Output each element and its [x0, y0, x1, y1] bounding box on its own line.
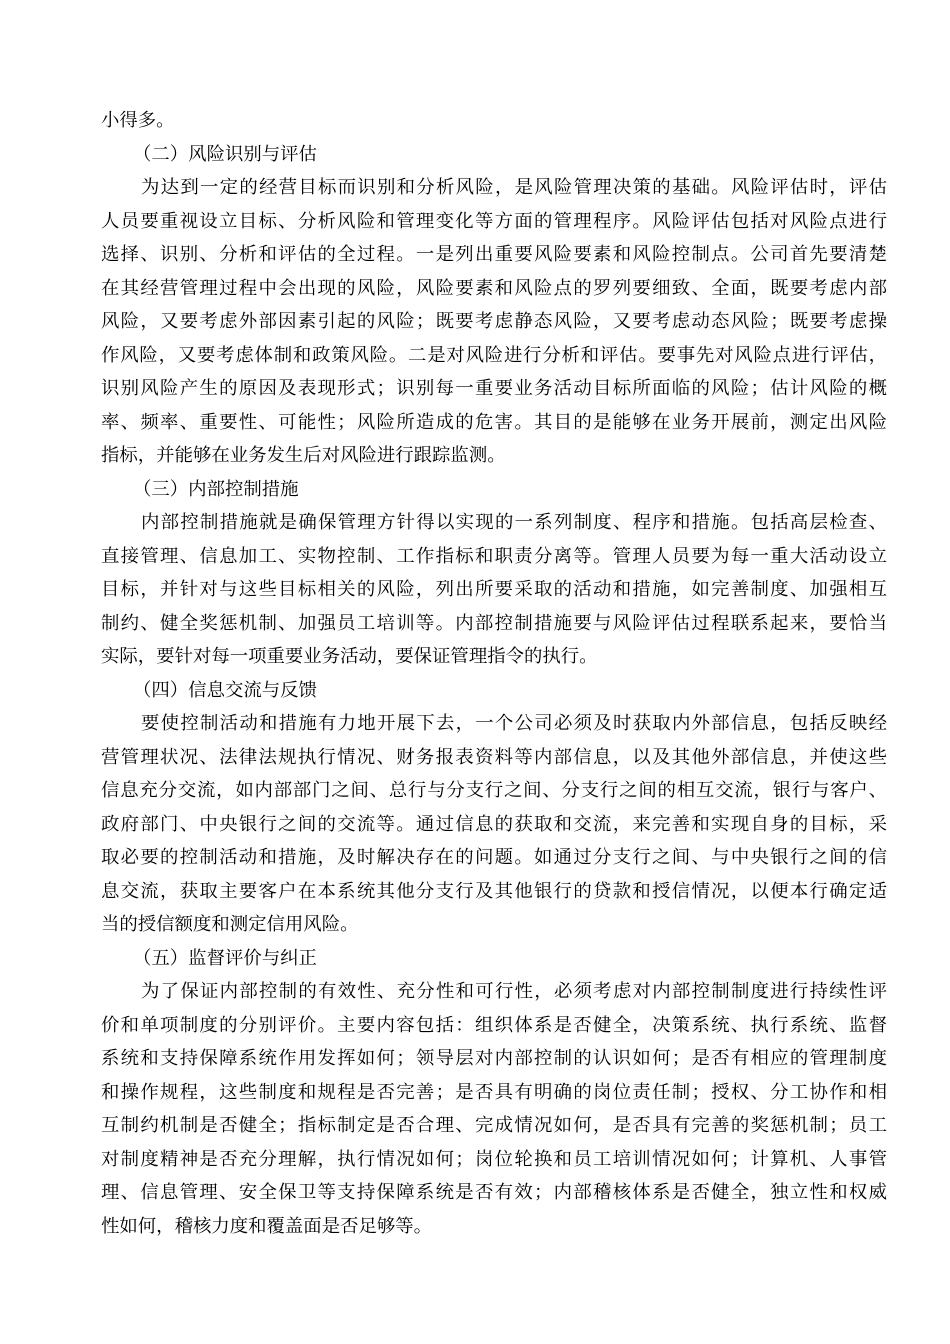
- section-heading-internal-control-measures: （三）内部控制措施: [133, 478, 299, 500]
- paragraph-line: 营管理状况、法律法规执行情况、财务报表资料等内部信息，以及其他外部信息，并使这些: [101, 746, 887, 768]
- paragraph-line: 直接管理、信息加工、实物控制、工作指标和职责分离等。管理人员要为每一重大活动设立: [101, 545, 887, 567]
- paragraph-line: 在其经营管理过程中会出现的风险，风险要素和风险点的罗列要细致、全面，既要考虑内部: [101, 277, 887, 299]
- paragraph-line: 风险，又要考虑外部因素引起的风险；既要考虑静态风险，又要考虑动态风险；既要考虑操: [101, 311, 887, 332]
- section-body-supervision-evaluation: [101, 975, 887, 1243]
- paragraph-line: 性如何，稽核力度和覆盖面是否足够等。: [101, 1215, 433, 1237]
- paragraph-line: 价和单项制度的分别评价。主要内容包括：组织体系是否健全，决策系统、执行系统、监督: [101, 1014, 887, 1036]
- paragraph-line: 作风险，又要考虑体制和政策风险。二是对风险进行分析和评估。要事先对风险点进行评估，: [101, 344, 887, 366]
- paragraph-line: 当的授信额度和测定信用风险。: [101, 914, 359, 935]
- paragraph-line: 理、信息管理、安全保卫等支持保障系统是否有效；内部稽核体系是否健全，独立性和权威: [101, 1182, 887, 1203]
- section-heading-information-exchange: （四）信息交流与反馈: [133, 679, 317, 701]
- section-body-internal-control-measures: [101, 506, 887, 674]
- paragraph-line: 制约、健全奖惩机制、加强员工培训等。内部控制措施要与风险评估过程联系起来，要恰当: [101, 612, 887, 634]
- paragraph-line: 目标，并针对与这些目标相关的风险，列出所要采取的活动和措施，如完善制度、加强相互: [101, 579, 887, 600]
- paragraph-line: 为了保证内部控制的有效性、充分性和可行性，必须考虑对内部控制制度进行持续性评: [141, 981, 887, 1002]
- section-body-information-exchange: [101, 707, 887, 942]
- section-heading-risk-assessment: （二）风险识别与评估: [133, 143, 317, 165]
- paragraph-line: 对制度精神是否充分理解，执行情况如何；岗位轮换和员工培训情况如何；计算机、人事管: [101, 1148, 887, 1170]
- paragraph-line: 为达到一定的经营目标而识别和分析风险，是风险管理决策的基础。风险评估时，评估: [141, 177, 887, 198]
- paragraph-line: 政府部门、中央银行之间的交流等。通过信息的获取和交流，来完善和实现自身的目标，采: [101, 813, 887, 835]
- paragraph-line: 互制约机制是否健全；指标制定是否合理、完成情况如何，是否具有完善的奖惩机制；员工: [101, 1115, 887, 1136]
- paragraph-line: 率、频率、重要性、可能性；风险所造成的危害。其目的是能够在业务开展前，测定出风险: [101, 411, 887, 433]
- paragraph-line: 选择、识别、分析和评估的全过程。一是列出重要风险要素和风险控制点。公司首先要清楚: [101, 244, 887, 265]
- paragraph-line: 指标，并能够在业务发生后对风险进行跟踪监测。: [101, 445, 506, 466]
- section-heading-supervision-evaluation: （五）监督评价与纠正: [133, 947, 317, 969]
- paragraph-line: 和操作规程，这些制度和规程是否完善；是否具有明确的岗位责任制；授权、分工协作和相: [101, 1081, 887, 1103]
- paragraph-line: 系统和支持保障系统作用发挥如何；领导层对内部控制的认识如何；是否有相应的管理制度: [101, 1048, 887, 1069]
- paragraph-line: 取必要的控制活动和措施，及时解决存在的问题。如通过分支行之间、与中央银行之间的信: [101, 847, 887, 868]
- paragraph-line: 识别风险产生的原因及表现形式；识别每一重要业务活动目标所面临的风险；估计风险的概: [101, 378, 887, 399]
- continuation-line: 小得多。: [101, 110, 175, 131]
- paragraph-line: 实际，要针对每一项重要业务活动，要保证管理指令的执行。: [101, 646, 598, 667]
- paragraph-line: 内部控制措施就是确保管理方针得以实现的一系列制度、程序和措施。包括高层检查、: [141, 512, 887, 533]
- paragraph-line: 息交流，获取主要客户在本系统其他分支行及其他银行的贷款和授信情况，以便本行确定适: [101, 880, 887, 902]
- paragraph-line: 信息充分交流，如内部部门之间、总行与分支行之间、分支行之间的相互交流，银行与客户、: [101, 780, 887, 801]
- section-body-risk-assessment: [101, 171, 887, 473]
- document-page: [101, 104, 887, 1243]
- paragraph-line: 人员要重视设立目标、分析风险和管理变化等方面的管理程序。风险评估包括对风险点进行: [101, 210, 887, 232]
- paragraph-line: 要使控制活动和措施有力地开展下去，一个公司必须及时获取内外部信息，包括反映经: [141, 713, 887, 734]
